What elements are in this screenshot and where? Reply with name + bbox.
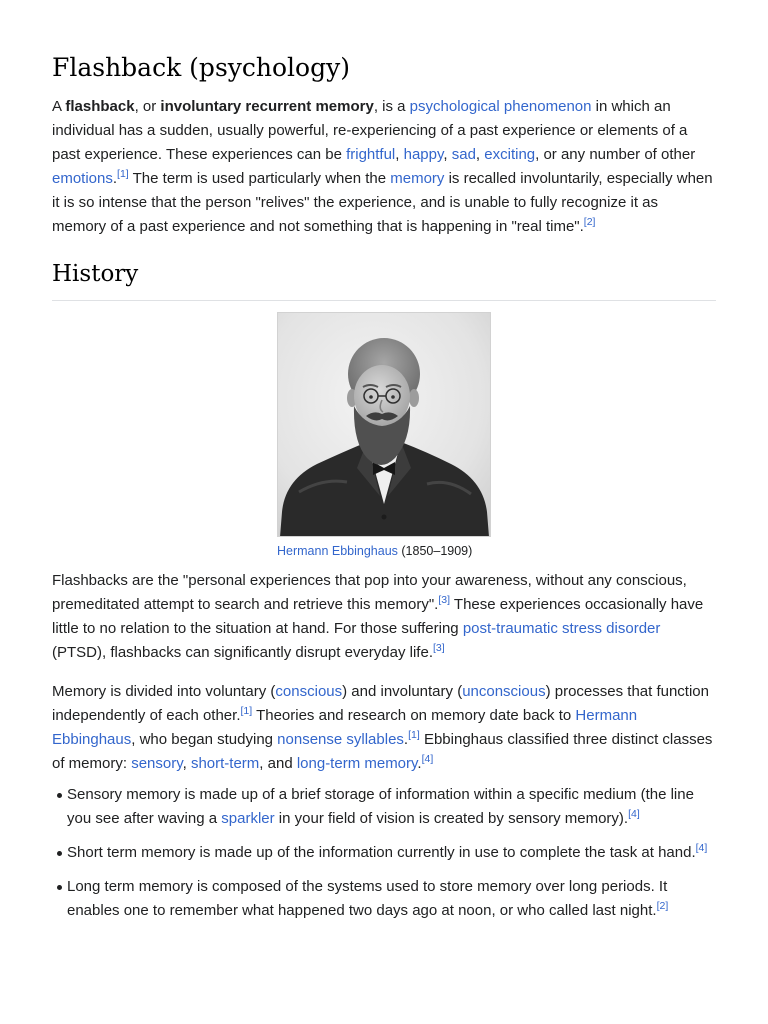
figure-ebbinghaus	[277, 312, 491, 560]
caption-link-hermann-ebbinghaus[interactable]: Hermann Ebbinghaus	[277, 544, 398, 558]
history-paragraph-2	[52, 680, 716, 776]
citation-ref[interactable]: [1]	[240, 704, 253, 717]
paragraph-text: , or	[134, 98, 161, 115]
link-unconscious[interactable]: unconscious	[462, 683, 546, 700]
paragraph-text: .	[112, 170, 118, 187]
paragraph-text: , or any number of other	[535, 146, 696, 163]
paragraph-text: The term is used particularly when the	[128, 170, 391, 187]
article-page	[52, 0, 716, 923]
link-exciting[interactable]: exciting	[484, 146, 536, 163]
citation-ref[interactable]: [3]	[438, 593, 451, 606]
paragraph-text: .	[417, 755, 422, 772]
list-item-long-term-memory	[67, 875, 716, 923]
list-item-text: Long term memory is composed of the systems used to store memory over long periods. It enables one to remember what happened two days ago at noon, or who called last night.	[67, 878, 668, 919]
memory-types-list	[52, 783, 716, 923]
section-heading-history: History	[52, 258, 716, 301]
paragraph-text: ,	[443, 146, 452, 163]
link-short-term[interactable]: short-term	[190, 755, 260, 772]
caption-text: (1850–1909)	[397, 544, 473, 558]
paragraph-text: Ebbinghaus classified three distinct classes of memory:	[52, 731, 713, 772]
portrait-drawing	[277, 312, 491, 537]
link-hermann-ebbinghaus[interactable]: Hermann Ebbinghaus	[52, 707, 638, 748]
paragraph-text: Theories and research on memory date back to	[252, 707, 576, 724]
portrait-image[interactable]	[277, 312, 491, 537]
citation-ref[interactable]: [4]	[628, 807, 640, 820]
link-happy[interactable]: happy	[403, 146, 444, 163]
paragraph-text: ) and involuntary (	[342, 683, 463, 700]
link-frightful[interactable]: frightful	[346, 146, 396, 163]
list-item-text: Short term memory is made up of the information currently in use to complete the task at hand.	[67, 844, 696, 861]
citation-ref[interactable]: [3]	[432, 641, 445, 654]
citation-ref[interactable]: [4]	[421, 752, 434, 765]
citation-ref[interactable]: [4]	[695, 841, 708, 854]
paragraph-text: .	[403, 731, 409, 748]
link-conscious[interactable]: conscious	[275, 683, 343, 700]
list-item-text: Sensory memory is made up of a brief storage of information within a specific medium (the line you see after waving a	[67, 786, 694, 827]
citation-ref[interactable]: [1]	[117, 167, 129, 180]
list-item-sensory-memory	[67, 783, 716, 831]
citation-ref[interactable]: [2]	[583, 215, 596, 228]
paragraph-text: These experiences occasionally have little to no relation to the situation at hand. For those suffering	[52, 596, 704, 637]
link-psychological-phenomenon[interactable]: psychological phenomenon	[409, 98, 592, 115]
link-post-traumatic-stress-disorder[interactable]: post-traumatic stress disorder	[462, 620, 661, 637]
link-emotions[interactable]: emotions	[52, 170, 113, 187]
citation-ref[interactable]: [1]	[408, 728, 420, 741]
paragraph-text: ,	[395, 146, 404, 163]
link-long-term-memory[interactable]: long-term memory	[296, 755, 418, 772]
paragraph-text: in which an individual has a sudden, usually powerful, re-experiencing of a past experience or elements of a past experience. These experiences can be	[52, 98, 688, 163]
intro-paragraph	[52, 95, 716, 239]
page-title: Flashback (psychology)	[52, 53, 350, 82]
paragraph-text: ,	[182, 755, 191, 772]
paragraph-text: ) processes that function independently of each other.	[52, 683, 709, 724]
paragraph-text: (PTSD), flashbacks can significantly disrupt everyday life.	[52, 644, 433, 661]
list-item-short-term-memory	[67, 841, 716, 865]
link-sad[interactable]: sad	[451, 146, 476, 163]
paragraph-text: Flashbacks are the "personal experiences that pop into your awareness, without any conscious, premeditated attempt to search and retrieve this memory".	[52, 572, 687, 613]
list-item-text: in your field of vision is created by sensory memory).	[274, 810, 629, 827]
paragraph-text: ,	[475, 146, 485, 163]
figure-caption	[277, 542, 491, 560]
paragraph-text: is recalled involuntarily, especially when it is so intense that the person "relives" the experience, and is unable to fully recognize it as memory of a past experience and not something that is happening in "real time".	[52, 170, 713, 235]
bold-term-flashback: flashback	[65, 98, 135, 115]
citation-ref[interactable]: [2]	[656, 899, 669, 912]
link-memory[interactable]: memory	[390, 170, 445, 187]
link-nonsense-syllables[interactable]: nonsense syllables	[277, 731, 404, 748]
paragraph-text: , and	[259, 755, 297, 772]
history-paragraph-1	[52, 569, 716, 665]
link-sparkler[interactable]: sparkler	[221, 810, 275, 827]
bold-term-involuntary-recurrent-memory: involuntary recurrent memory	[160, 98, 374, 115]
paragraph-text: , is a	[373, 98, 410, 115]
link-sensory[interactable]: sensory	[131, 755, 183, 772]
paragraph-text: , who began studying	[131, 731, 278, 748]
paragraph-text: A	[52, 98, 66, 115]
paragraph-text: Memory is divided into voluntary (	[52, 683, 276, 700]
